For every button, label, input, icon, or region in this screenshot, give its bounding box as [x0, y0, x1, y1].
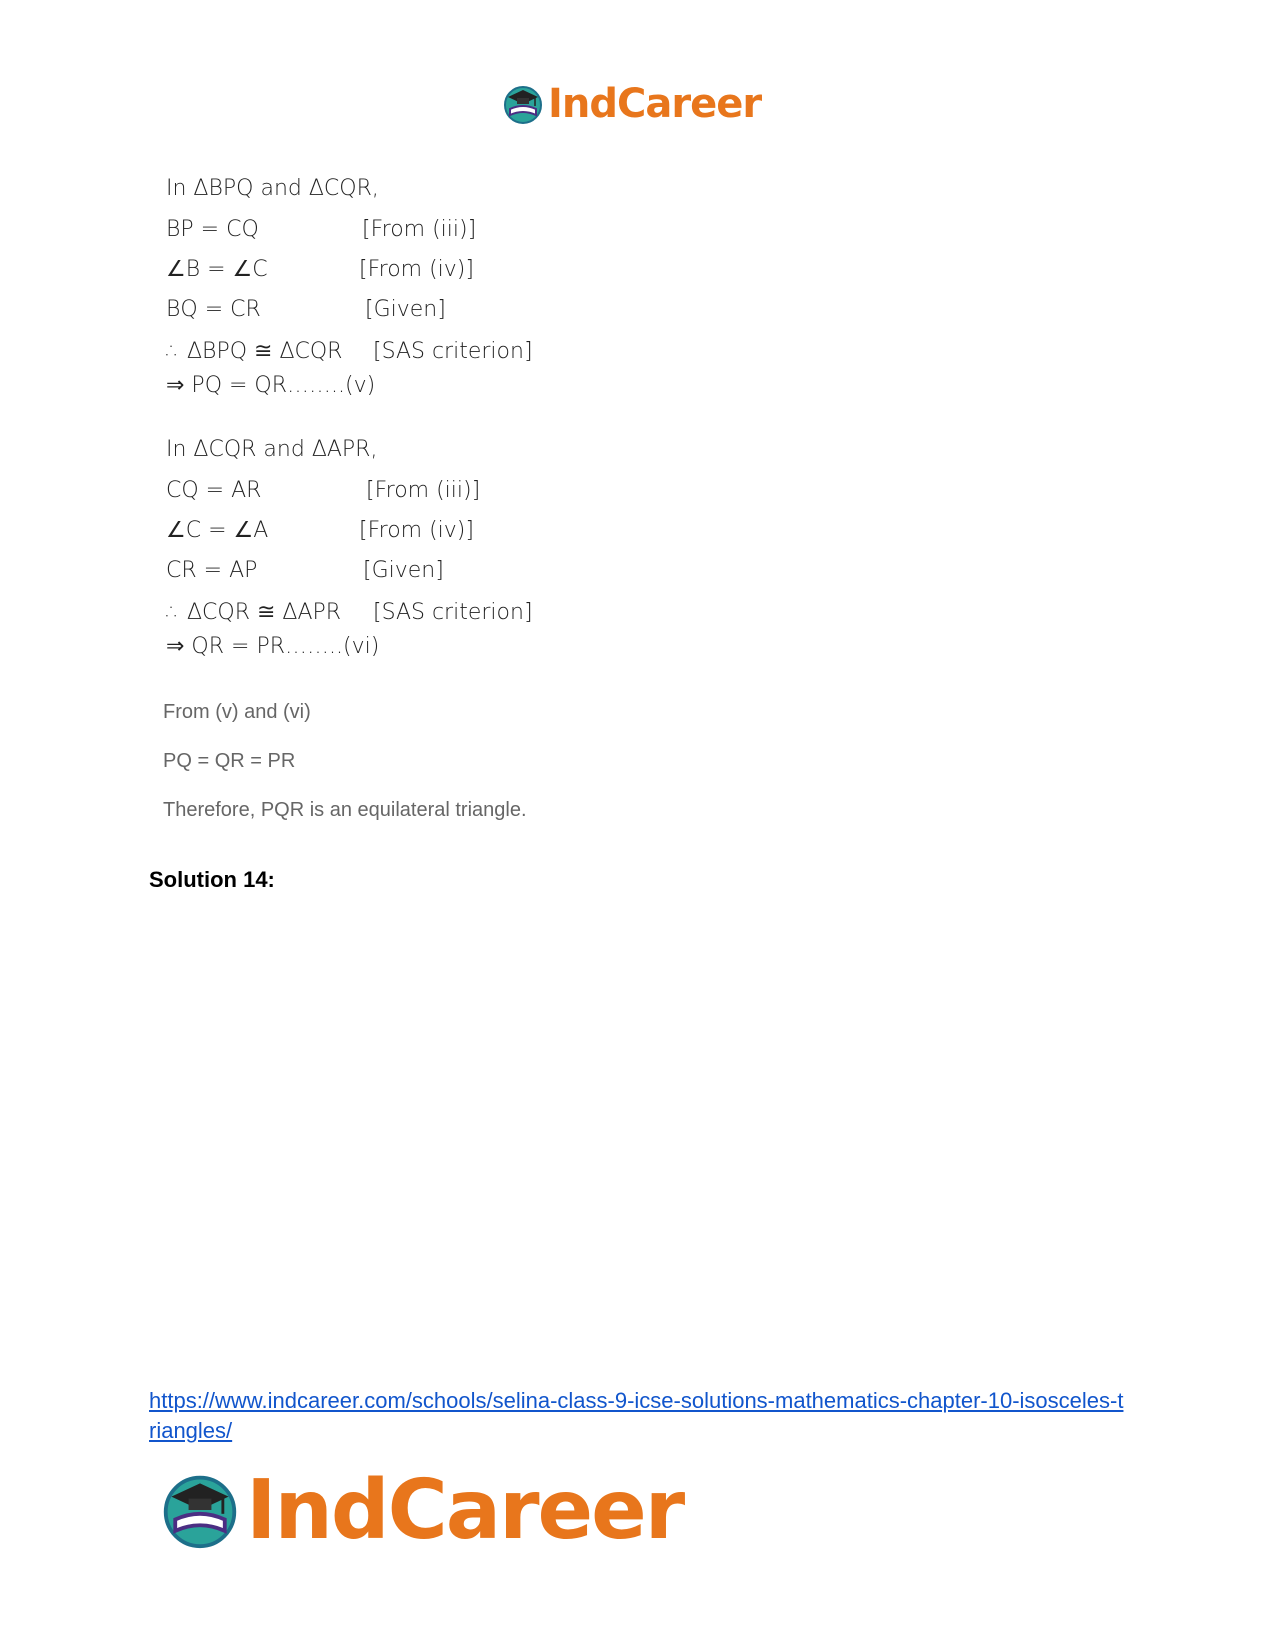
proof-statement: ∴ ΔBPQ ≅ ΔCQR: [166, 339, 343, 364]
solution-heading: Solution 14:: [149, 867, 275, 892]
graduation-cap-icon: [160, 1470, 240, 1550]
proof-reason: [Given]: [365, 297, 446, 322]
proof-statement: ∠C = ∠A: [166, 518, 269, 543]
logo-wordmark: IndCareer: [246, 1462, 684, 1558]
proof-statement: CQ = AR: [166, 478, 262, 503]
proof-reason: [From (iii)]: [362, 217, 477, 242]
proof-statement: BQ = CR: [166, 297, 261, 322]
footer-logo: [160, 1462, 684, 1558]
proof-reason: [From (iv)]: [359, 518, 474, 543]
header-logo: [502, 80, 761, 128]
proof-statement: CR = AP: [166, 558, 258, 583]
proof-intro: In ΔCQR and ΔAPR,: [166, 437, 378, 462]
summary-conclusion: Therefore, PQR is an equilateral triangle.: [163, 799, 527, 821]
proof-statement: BP = CQ: [166, 217, 259, 242]
proof-reason: [SAS criterion]: [373, 600, 533, 625]
proof-conclusion: ⇒ PQ = QR……..(v): [166, 373, 376, 398]
graduation-cap-icon: [502, 83, 544, 125]
proof-statement: ∴ ΔCQR ≅ ΔAPR: [166, 600, 342, 625]
proof-intro: In ΔBPQ and ΔCQR,: [166, 176, 379, 201]
proof-conclusion: ⇒ QR = PR……..(vi): [166, 634, 380, 659]
source-link[interactable]: https://www.indcareer.com/schools/selina-class-9-icse-solutions-mathematics-chapter-10-isosceles-triangles/: [149, 1388, 1124, 1443]
summary-line: PQ = QR = PR: [163, 750, 296, 772]
proof-statement: ∠B = ∠C: [166, 257, 268, 282]
logo-wordmark: IndCareer: [548, 81, 762, 127]
proof-reason: [SAS criterion]: [373, 339, 533, 364]
proof-reason: [Given]: [363, 558, 444, 583]
summary-line: From (v) and (vi): [163, 701, 311, 723]
proof-reason: [From (iv)]: [359, 257, 474, 282]
proof-reason: [From (iii)]: [366, 478, 481, 503]
